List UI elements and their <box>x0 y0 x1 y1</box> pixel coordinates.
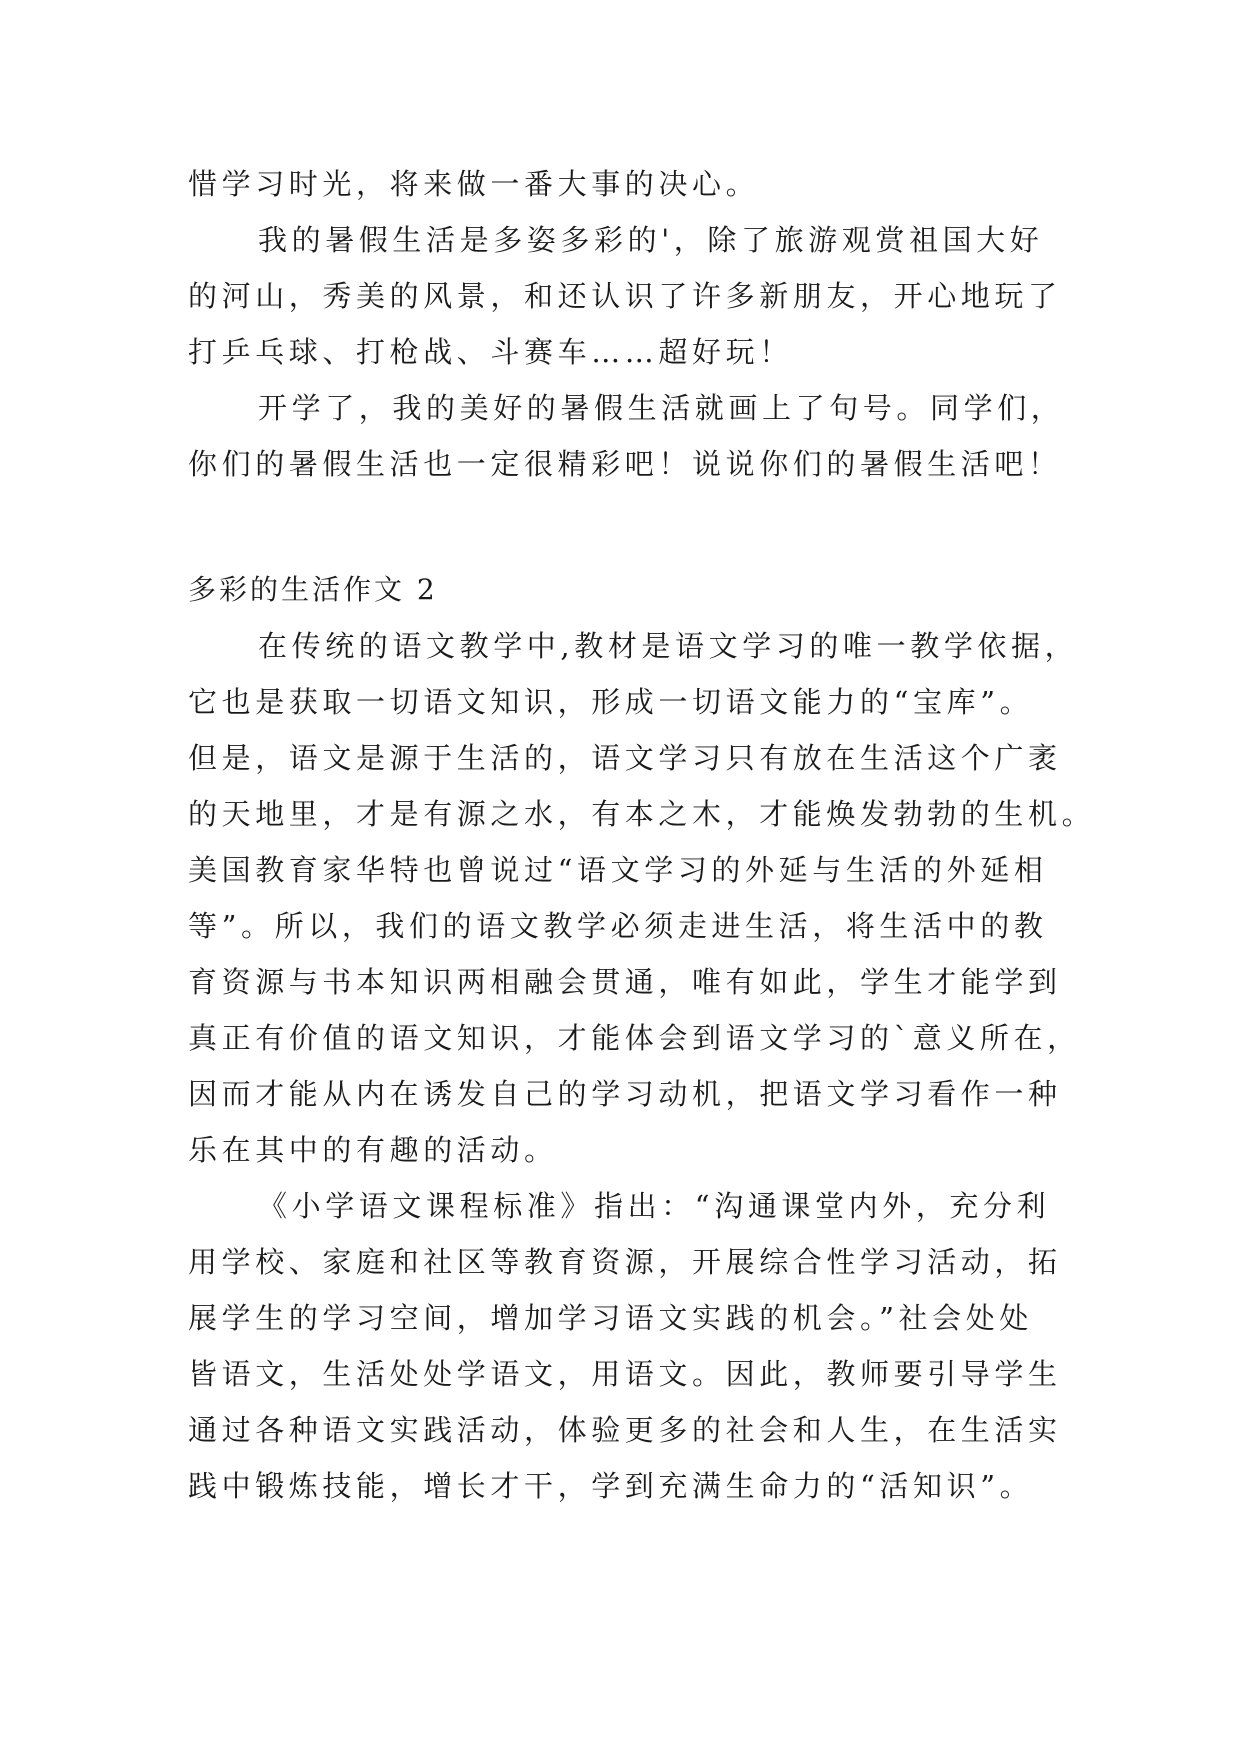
text-line: 通过各种语文实践活动，体验更多的社会和人生，在生活实 <box>188 1413 1062 1447</box>
text-line: 展学生的学习空间，增加学习语文实践的机会。”社会处处 <box>188 1301 1033 1335</box>
paragraph-start-line: 我的暑假生活是多姿多彩的'，除了旅游观赏祖国大好 <box>258 223 1044 257</box>
text-line: 用学校、家庭和社区等教育资源，开展综合性学习活动，拓 <box>188 1245 1062 1279</box>
text-line: 的天地里，才是有源之水，有本之木，才能焕发勃勃的生机。 <box>188 797 1096 831</box>
text-line: 真正有价值的语文知识，才能体会到语文学习的`意义所在， <box>188 1021 1081 1055</box>
paragraph-start-line: 在传统的语文教学中,教材是语文学习的唯一教学依据， <box>258 629 1079 663</box>
text-line: 美国教育家华特也曾说过“语文学习的外延与生活的外延相 <box>188 853 1048 887</box>
essay-2-body <box>188 618 1096 1514</box>
essay-2-title: 多彩的生活作文 2 <box>188 573 438 606</box>
text-line: 它也是获取一切语文知识，形成一切语文能力的“宝库”。 <box>188 685 1034 719</box>
text-line: 但是，语文是源于生活的，语文学习只有放在生活这个广袤 <box>188 741 1062 775</box>
paragraph-start-line: 开学了，我的美好的暑假生活就画上了句号。同学们， <box>258 391 1065 425</box>
text-line: 皆语文，生活处处学语文，用语文。因此，教师要引导学生 <box>188 1357 1062 1391</box>
paragraph-start-line: 《小学语文课程标准》指出：“沟通课堂内外，充分利 <box>258 1189 1051 1223</box>
text-line: 因而才能从内在诱发自己的学习动机，把语文学习看作一种 <box>188 1077 1062 1111</box>
text-line: 你们的暑假生活也一定很精彩吧！说说你们的暑假生活吧！ <box>188 447 1062 481</box>
text-line: 惜学习时光，将来做一番大事的决心。 <box>188 167 760 201</box>
essay-1-ending <box>188 156 1065 492</box>
text-line: 育资源与书本知识两相融会贯通，唯有如此，学生才能学到 <box>188 965 1062 999</box>
text-line: 践中锻炼技能，增长才干，学到充满生命力的“活知识”。 <box>188 1469 1034 1503</box>
text-line: 打乒乓球、打枪战、斗赛车……超好玩！ <box>188 335 793 369</box>
text-line: 的河山，秀美的风景，和还认识了许多新朋友，开心地玩了 <box>188 279 1062 313</box>
text-line: 等”。所以，我们的语文教学必须走进生活，将生活中的教 <box>188 909 1048 943</box>
text-line: 乐在其中的有趣的活动。 <box>188 1133 558 1167</box>
